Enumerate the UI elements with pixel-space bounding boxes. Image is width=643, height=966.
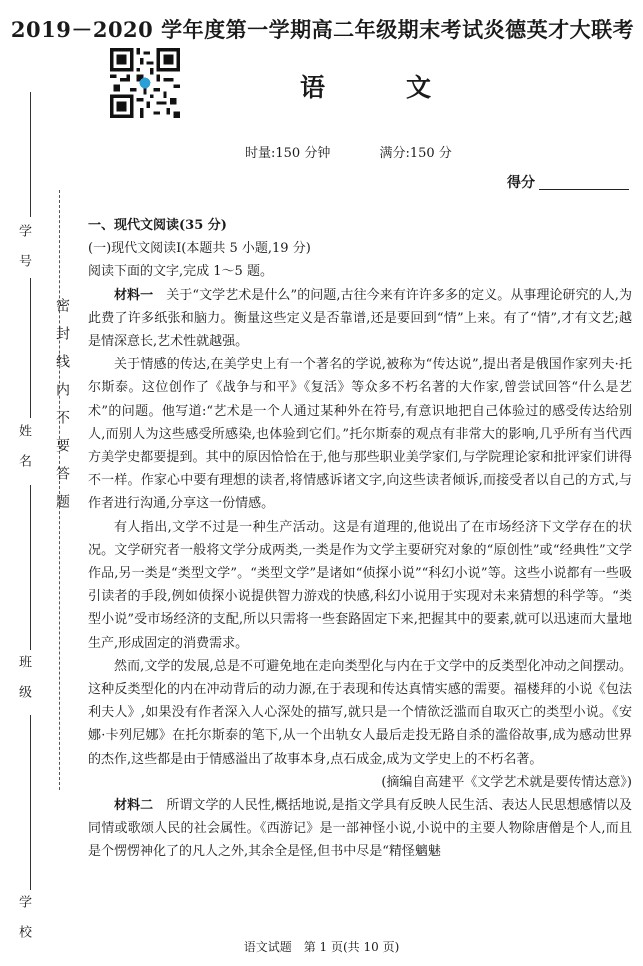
material-one-label: 材料一 [114,287,154,303]
class-blank[interactable] [30,485,31,650]
paragraph-3: 有人指出,文学不过是一种生产活动。这是有道理的,他说出了在市场经济下文学存在的状况。文学研究者一般将文学分成两类,一类是作为文学主要研究对象的“原创性”或“经典性”文学作品,另一类是“类型文学”。“类型文学”是诸如“侦探小说”“科幻小说”等。这些小说都有一些吸引读者的手段,例如侦探小说提供智力游戏的快感,科幻小说用于实现对未来猜想的科学等。“类型小说”受市场经济的支配,所以只需将一些套路固定下来,把握其中的要素,就可以迅速而大量地生产,形成固定的消费需求。 [88,519,632,651]
paragraph-2: 关于情感的传达,在美学史上有一个著名的学说,被称为“传达说”,提出者是俄国作家列夫·托尔斯泰。这位创作了《战争与和平》《复活》等众多不朽名著的大作家,曾尝试回答“什么是艺术”的问题。他写道:“艺术是一个人通过某种外在符号,有意识地把自己体验过的感受传达给别人,而别人为这些感受所感染,也体验到它们。”托尔斯泰的观点有非常大的影响,几乎所有当代西方美学史都要提到。其中的原因恰恰在于,他与那些职业美学家们,与学院理论家和批评家们讲得不一样。作家心中要有理想的读者,将情感诉诸文字,向这些读者倾诉,而接受者以自己的方式,与作者进行沟通,分享这一份情感。 [88,357,632,512]
source-citation: (摘编自高建平《文学艺术就是要传情达意》) [381,774,632,790]
school-blank[interactable] [30,715,31,890]
school-label: 学 校 [16,895,31,940]
class-label: 班 级 [16,655,31,700]
time-limit: 时量:150 分钟 [245,146,331,161]
full-score: 满分:150 分 [379,146,452,161]
material-one-paragraph [88,284,632,354]
name-blank[interactable] [30,278,31,418]
paragraph-4: 然而,文学的发展,总是不可避免地在走向类型化与内在于文学中的反类型化冲动之间摆动。这种反类型化的内在冲动背后的动力源,在于表现和传达真情实感的需要。福楼拜的小说《包法利夫人》,如果没有作者深入人心深处的描写,就只是一个情欲泛滥而自取灭亡的类型小说。《安娜·卡列尼娜》在托尔斯泰的笔下,从一个出轨女人最后走投无路自杀的滥俗故事,成为感动世界的杰作,这些都是由于情感溢出了故事本身,点石成金,成为文学史上的不朽名著。 [88,658,632,767]
score-blank[interactable] [539,175,629,190]
score-field [507,172,629,192]
section-heading: 一、现代文阅读(35 分) [88,218,227,233]
exam-title: 2019－2020 学年度第一学期高二年级期末考试炎德英才大联考 [10,17,635,42]
student-id-label: 学 号 [16,224,31,269]
sub-heading: (一)现代文阅读Ⅰ(本题共 5 小题,19 分) [88,241,311,257]
name-label: 姓 名 [16,424,31,469]
score-label: 得分 [507,175,535,191]
seal-notice: 密 封 线 内 不 要 答 题 [54,298,70,508]
exam-meta [245,142,497,161]
qr-code-icon [110,48,180,118]
subject-title: 语 文 [300,73,460,102]
student-id-blank[interactable] [30,92,31,217]
material-two-label: 材料二 [114,798,154,814]
page-footer: 语文试题 第 1 页(共 10 页) [243,940,400,954]
instruction: 阅读下面的文字,完成 1～5 题。 [88,264,273,280]
reading-section [88,214,632,864]
material-two-text: 所谓文学的人民性,概括地说,是指文学具有反映人民生活、表达人民思想感情以及同情或歌颂人民的社会属性。《西游记》是一部神怪小说,小说中的主要人物除唐僧是个人,而且是个愣愣神化了的凡人之外,其余全是怪,但书中尽是“精怪魑魅 [88,798,632,860]
material-one-text: 关于“文学艺术是什么”的问题,古往今来有许许多多的定义。从事理论研究的人,为此费了许多纸张和脑力。衡量这些定义是否靠谱,还是要回到“情”上来。有了“情”,才有文艺;越是情深意长,艺术性就越强。 [88,287,632,350]
material-two-paragraph [88,794,632,864]
